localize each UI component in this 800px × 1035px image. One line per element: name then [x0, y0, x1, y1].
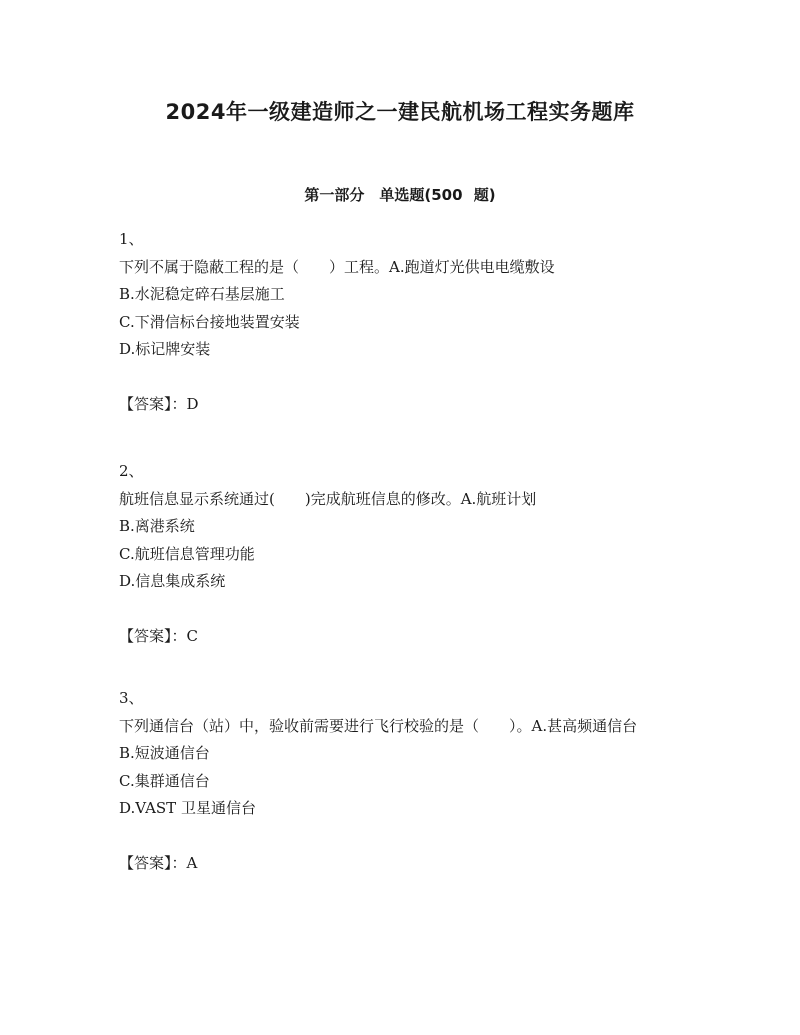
question-stem: 下列不属于隐蔽工程的是（ ）工程。A.跑道灯光供电电缆敷设: [119, 257, 555, 276]
answer-label: 【答案】：A: [119, 853, 198, 872]
option-d: D.标记牌安装: [119, 340, 211, 358]
question-number: 1、: [119, 230, 144, 248]
document-title: 2024年一级建造师之一建民航机场工程实务题库: [165, 100, 635, 124]
option-b: B.水泥稳定碎石基层施工: [119, 285, 285, 303]
option-b: B.离港系统: [119, 517, 195, 535]
option-c: C.下滑信标台接地装置安装: [119, 312, 300, 331]
question-1: [119, 226, 699, 418]
section-heading: 第一部分 单选题(500 题): [304, 186, 496, 204]
option-d: D.信息集成系统: [119, 572, 226, 590]
question-stem: 下列通信台（站）中，验收前需要进行飞行校验的是（ ）。A.甚高频通信台: [119, 716, 638, 735]
option-b: B.短波通信台: [119, 744, 210, 762]
answer-label: 【答案】：C: [119, 626, 198, 645]
option-d: D.VAST 卫星通信台: [119, 799, 256, 817]
question-2: [119, 458, 699, 650]
answer-label: 【答案】：D: [119, 394, 199, 413]
question-3: [119, 685, 699, 877]
option-c: C.集群通信台: [119, 771, 210, 790]
question-number: 3、: [119, 689, 144, 707]
question-stem: 航班信息显示系统通过( )完成航班信息的修改。A.航班计划: [119, 489, 537, 508]
question-number: 2、: [119, 462, 144, 480]
option-c: C.航班信息管理功能: [119, 544, 255, 563]
